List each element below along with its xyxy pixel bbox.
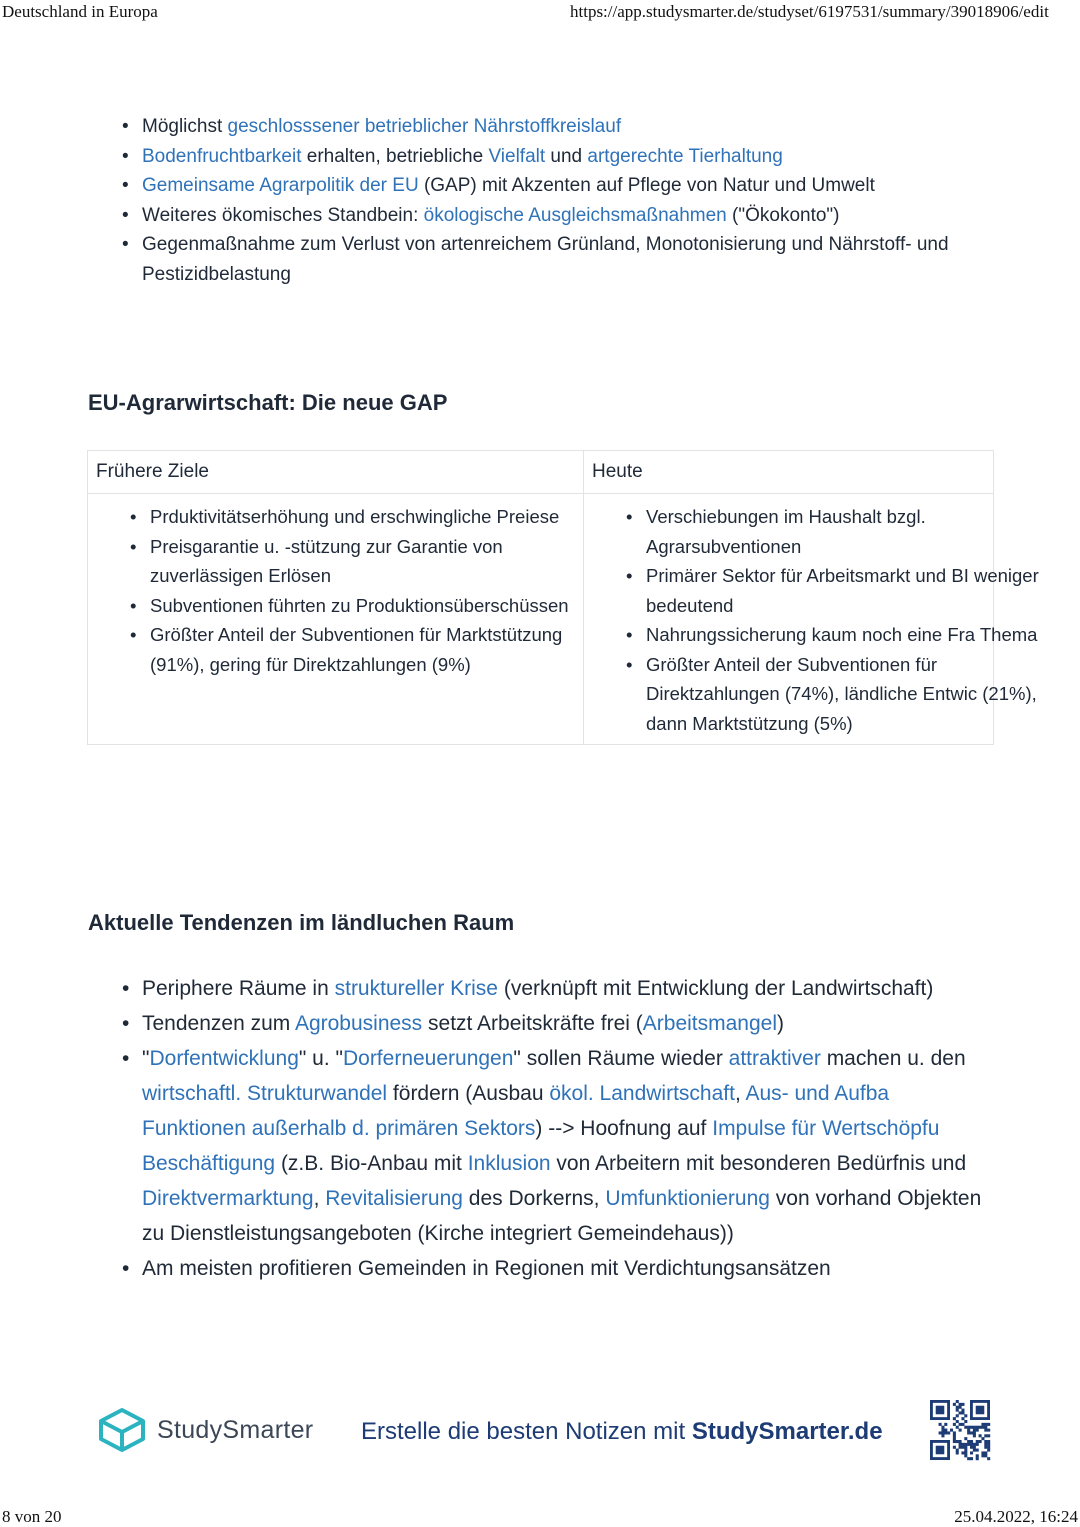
text-run: fördern (Ausbau [387, 1082, 550, 1105]
text-run: ("Ökokonto") [726, 204, 840, 226]
footer-cta-text: Erstelle die besten Notizen mit [361, 1418, 692, 1445]
highlighted-term: Revitalisierung [325, 1187, 463, 1210]
print-footer-page: 8 von 20 [2, 1507, 62, 1526]
highlighted-term: Inklusion [467, 1152, 551, 1175]
today-list [592, 502, 1066, 738]
text-run: von vorhand Objekten zu Dienstleistungsangeboten (Kirche integriert Gemeindehaus)) [142, 1187, 982, 1245]
highlighted-term: Agrobusiness [294, 1012, 423, 1035]
highlighted-term: Dorfentwicklung [149, 1047, 299, 1070]
list-item: • Primärer Sektor für Arbeitsmarkt und BI weniger bedeutend [626, 561, 1066, 620]
bullet-list-measures [122, 112, 1002, 289]
text-run: (z.B. Bio-Anbau mit [275, 1152, 468, 1175]
highlighted-term: Bodenfruchtbarkeit [142, 145, 302, 167]
gap-comparison-table [87, 450, 1039, 745]
text-run: , [734, 1082, 746, 1105]
list-item [122, 201, 1002, 231]
print-header-url[interactable]: https://app.studysmarter.de/studyset/6197531/summary/39018906/edit [570, 2, 1049, 21]
text-run: (GAP) mit Akzenten auf Pflege von Natur und Umwelt [418, 175, 875, 196]
highlighted-term: artgerechte Tierhaltung [587, 145, 783, 167]
text-run: erhalten, betriebliche [301, 145, 489, 167]
list-item: • Nahrungssicherung kaum noch eine Fra Thema [626, 620, 1066, 650]
highlighted-term: Vielfalt [488, 145, 546, 167]
list-item [122, 1006, 997, 1041]
footer-cta-link[interactable]: StudySmarter.de [691, 1418, 883, 1445]
highlighted-term: Direktvermarktung [142, 1187, 314, 1210]
highlighted-term: Gemeinsame Agrarpolitik der EU [142, 175, 419, 196]
text-run: Weiteres ökomisches Standbein: [142, 204, 424, 226]
earlier-goals-list [96, 502, 570, 679]
list-item [122, 112, 1002, 142]
table-row [88, 494, 994, 745]
list-item: • Größter Anteil der Subventionen für Marktstützung (91%), gering für Direktzahlungen (9%) [130, 620, 570, 679]
list-item: • Größter Anteil der Subventionen für Direktzahlungen (74%), ländliche Entwic (21%), dann Marktstützung (5%) [626, 650, 1066, 739]
highlighted-term: geschlosssener betrieblicher Nährstoffkreislauf [227, 116, 622, 137]
list-item [122, 971, 997, 1006]
highlighted-term: struktureller Krise [334, 977, 498, 1000]
highlighted-term: Umfunktionierung [605, 1187, 770, 1210]
list-item: • Verschiebungen im Haushalt bzgl. Agrarsubventionen [626, 502, 1066, 561]
highlighted-term: Arbeitsmangel [642, 1012, 777, 1035]
text-run: des Dorkerns, [462, 1187, 606, 1210]
list-item [122, 1251, 997, 1286]
table-cell-today [584, 494, 1039, 745]
section-title-rural: Aktuelle Tendenzen im ländluchen Raum [88, 910, 515, 935]
studysmarter-logo[interactable] [97, 1407, 313, 1453]
text-run: ) [777, 1012, 784, 1035]
text-run: machen u. den [820, 1047, 966, 1070]
text-run: (verknüpft mit Entwicklung der Landwirtschaft) [498, 977, 934, 1000]
text-run: Gegenmaßnahme zum Verlust von artenreichem Grünland, Monotonisierung und Nährstoff- und Pestizidbelastung [142, 234, 949, 285]
print-header-title: Deutschland in Europa [2, 2, 158, 21]
section-title-gap: EU-Agrarwirtschaft: Die neue GAP [88, 390, 448, 415]
table-cell-earlier-goals [88, 494, 584, 745]
text-run: von Arbeitern mit besonderen Bedürfnis und [550, 1152, 967, 1175]
footer-call-to-action[interactable] [361, 1418, 883, 1446]
highlighted-term: attraktiver [728, 1047, 821, 1070]
text-run: Tendenzen zum [142, 1012, 295, 1035]
highlighted-term: ökol. Landwirtschaft [549, 1082, 735, 1105]
list-item: • Prduktivitätserhöhung und erschwingliche Preiese [130, 502, 570, 532]
highlighted-term: ökologische Ausgleichsmaßnahmen [423, 204, 727, 226]
text-run: und [545, 145, 588, 167]
highlighted-term: Dorferneuerungen [342, 1047, 514, 1070]
text-run: " sollen Räume wieder [513, 1047, 729, 1070]
studysmarter-cube-icon [97, 1407, 147, 1453]
text-run: " [142, 1047, 150, 1070]
table-header-earlier-goals: Frühere Ziele [88, 451, 584, 494]
bullet-list-rural-trends [122, 971, 997, 1286]
list-item [122, 142, 1002, 172]
print-footer-datetime: 25.04.2022, 16:24 [954, 1507, 1078, 1526]
highlighted-term: wirtschaftl. Strukturwandel [142, 1082, 388, 1105]
text-run: " u. " [298, 1047, 343, 1070]
list-item: • Subventionen führten zu Produktionsüberschüssen [130, 591, 570, 621]
list-item [122, 230, 1002, 289]
qr-code-icon[interactable] [930, 1400, 990, 1460]
highlighted-term: Impulse für Wertschöpfu Beschäftigung [142, 1117, 940, 1175]
highlighted-term: Aus- und Aufba Funktionen außerhalb d. primären Sektors [142, 1082, 890, 1140]
list-item [122, 171, 1002, 201]
text-run: Periphere Räume in [142, 977, 335, 1000]
text-run: Möglichst [142, 116, 228, 137]
text-run: ) --> Hoofnung auf [535, 1117, 713, 1140]
text-run: , [313, 1187, 326, 1210]
list-item [122, 1041, 997, 1251]
list-item: • Preisgarantie u. -stützung zur Garantie von zuverlässigen Erlösen [130, 532, 570, 591]
text-run: Am meisten profitieren Gemeinden in Regionen mit Verdichtungsansätzen [142, 1257, 831, 1280]
text-run: setzt Arbeitskräfte frei ( [422, 1012, 643, 1035]
table-header-today: Heute [584, 451, 994, 494]
footer-brand-name: StudySmarter [157, 1415, 314, 1444]
